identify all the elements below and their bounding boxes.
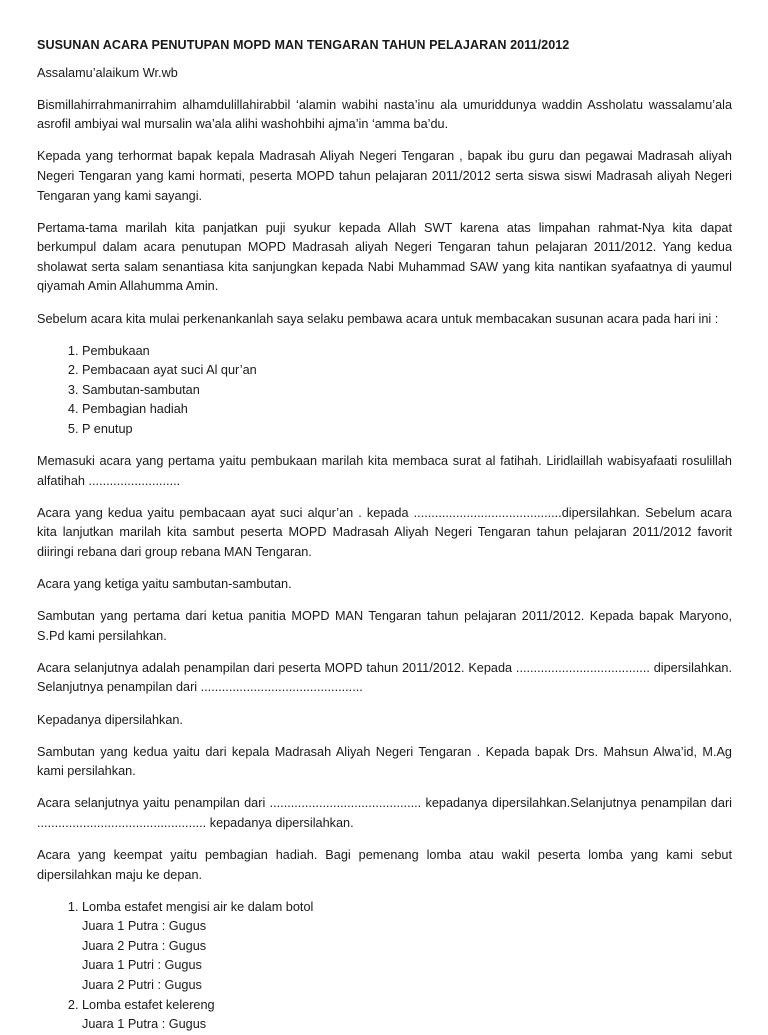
agenda-item: 1. Pembukaan (82, 342, 732, 362)
address-paragraph: Kepada yang terhormat bapak kepala Madrasah Aliyah Negeri Tengaran , bapak ibu guru dan pegawai Madrasah aliyah Negeri Tengaran yang kami hormati, peserta MOPD tahun pelajaran 2011/2012 serta siswa siswi Madrasah aliyah Negeri Tengaran yang kami sayangi. (37, 149, 732, 203)
prize-list (37, 898, 732, 1035)
performance-paragraph: Acara selanjutnya adalah penampilan dari peserta MOPD tahun 2011/2012. Kepada ...................................... dipersilahkan. Selanjutnya penampilan dari .............................................. (37, 660, 732, 695)
prize-segment-paragraph: Acara yang keempat yaitu pembagian hadiah. Bagi pemenang lomba atau wakil peserta lomba yang kami sebut dipersilahkan maju ke depan. (37, 848, 732, 882)
agenda-item: 4. Pembagian hadiah (82, 400, 732, 420)
quran-segment-paragraph: Acara yang kedua yaitu pembacaan ayat suci alqur’an . kepada ..........................................dipersilahkan. Sebelum acara kita lanjutkan marilah kita sambut peserta MOPD Madrasah Aliyah Negeri Tengaran tahun pelajaran 2011/2012 favorit diiringi rebana dari group rebana MAN Tengaran. (37, 505, 732, 559)
agenda-item: 3. Sambutan-sambutan (82, 381, 732, 401)
agenda-item: 5. P enutup (82, 420, 732, 440)
speeches-segment-paragraph: Acara yang ketiga yaitu sambutan-sambutan. (37, 577, 292, 592)
prize-name: Lomba estafet mengisi air ke dalam botol (82, 899, 314, 914)
first-speech-paragraph: Sambutan yang pertama dari ketua panitia MOPD MAN Tengaran tahun pelajaran 2011/2012. Kepada bapak Maryono, S.Pd kami persilahkan. (37, 609, 732, 643)
second-speech-paragraph: Sambutan yang kedua yaitu dari kepala Madrasah Aliyah Negeri Tengaran . Kepada bapak Drs. Mahsun Alwa’id, M.Ag kami persilahkan. (37, 744, 732, 779)
winner-line: Juara 2 Putra : Gugus (82, 938, 207, 953)
winner-line: Juara 1 Putra : Gugus (82, 1017, 207, 1032)
agenda-intro-paragraph: Sebelum acara kita mulai perkenankanlah saya selaku pembawa acara untuk membacakan susunan acara pada hari ini : (37, 311, 719, 326)
gratitude-paragraph: Pertama-tama marilah kita panjatkan puji syukur kepada Allah SWT karena atas limpahan rahmat-Nya kita dapat berkumpul dalam acara penutupan MOPD Madrasah aliyah Negeri Tengaran tahun pelajaran 2011/2012. Yang kedua sholawat serta salam senantiasa kita sanjungkan kepada Nabi Muhammad SAW yang kita nantikan syafaatnya di yaumul qiyamah Amin Allahumma Amin. (37, 220, 732, 294)
agenda-item: 2. Pembacaan ayat suci Al qur’an (82, 361, 732, 381)
winner-line: Juara 1 Putri : Gugus (82, 958, 202, 973)
document-title: SUSUNAN ACARA PENUTUPAN MOPD MAN TENGARAN TAHUN PELAJARAN 2011/2012 (37, 38, 570, 52)
next-performance-paragraph: Acara selanjutnya yaitu penampilan dari ........................................... kepadanya dipersilahkan.Selanjutnya penampilan dari ................................................ kepadanya dipersilahkan. (37, 796, 732, 830)
invitation-paragraph: Kepadanya dipersilahkan. (37, 712, 184, 727)
document-body (37, 36, 732, 1035)
agenda-list (37, 342, 732, 440)
opening-segment-paragraph: Memasuki acara yang pertama yaitu pembukaan marilah kita membaca surat al fatihah. Liridlaillah wabisyafaati rosulillah alfatihah .......................... (37, 454, 732, 488)
prize-name: Lomba estafet kelereng (82, 997, 215, 1012)
winner-line: Juara 2 Putri : Gugus (82, 978, 202, 993)
winner-line: Juara 1 Putra : Gugus (82, 919, 207, 934)
prize-item (82, 996, 732, 1035)
greeting-paragraph: Assalamu’alaikum Wr.wb (37, 65, 178, 80)
opening-prayer-paragraph: Bismillahirrahmanirrahim alhamdulillahirabbil ‘alamin wabihi nasta’inu ala umuriddunya waddin Assholatu wassalamu’ala asrofil ambiyai wal mursalin wa’ala alihi washohbihi ajma’in ‘amma ba’du. (37, 97, 732, 132)
prize-item (82, 898, 732, 996)
